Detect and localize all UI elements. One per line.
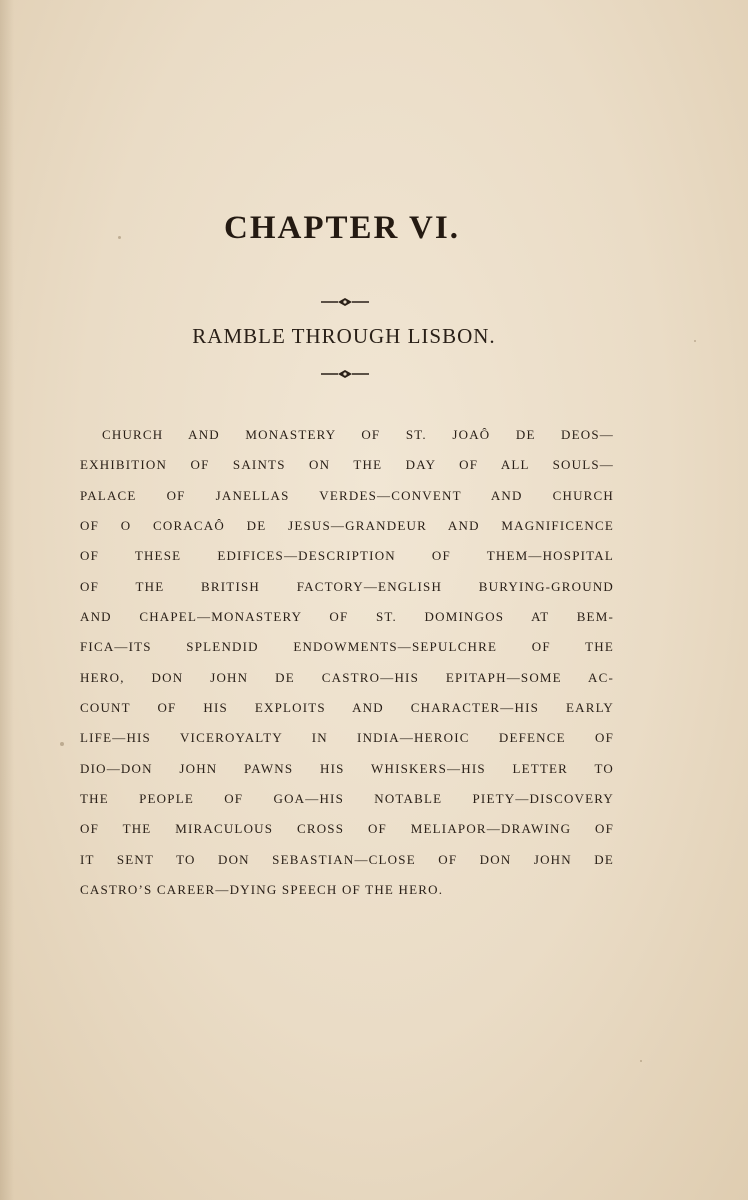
synopsis-line: DIO—DON JOHN PAWNS HIS WHISKERS—HIS LETTER TO (80, 760, 614, 776)
ornament-divider-top (319, 296, 371, 308)
synopsis-line: OF O CORACAÔ DE JESUS—GRANDEUR AND MAGNIFICENCE (80, 518, 614, 534)
page-edge-shadow (0, 0, 14, 1200)
paper-speck (640, 1060, 642, 1062)
synopsis-line: IT SENT TO DON SEBASTIAN—CLOSE OF DON JOHN DE (80, 851, 614, 867)
synopsis-line: OF THE MIRACULOUS CROSS OF MELIAPOR—DRAWING OF (80, 821, 614, 837)
synopsis-line: HERO, DON JOHN DE CASTRO—HIS EPITAPH—SOME AC- (80, 669, 614, 685)
synopsis-line: CHURCH AND MONASTERY OF ST. JOAÔ DE DEOS— (102, 427, 614, 442)
synopsis-line: THE PEOPLE OF GOA—HIS NOTABLE PIETY—DISCOVERY (80, 791, 614, 807)
synopsis-line: LIFE—HIS VICEROYALTY IN INDIA—HEROIC DEFENCE OF (80, 730, 614, 746)
chapter-subtitle: RAMBLE THROUGH LISBON. (192, 324, 496, 348)
synopsis-line: EXHIBITION OF SAINTS ON THE DAY OF ALL SOULS— (80, 457, 614, 473)
synopsis-line: FICA—ITS SPLENDID ENDOWMENTS—SEPULCHRE OF THE (80, 639, 614, 655)
synopsis-line: PALACE OF JANELLAS VERDES—CONVENT AND CHURCH (80, 487, 614, 503)
paper-speck (60, 742, 64, 746)
synopsis-line: COUNT OF HIS EXPLOITS AND CHARACTER—HIS EARLY (80, 700, 614, 716)
chapter-synopsis (80, 423, 614, 909)
synopsis-line: OF THE BRITISH FACTORY—ENGLISH BURYING-GROUND (80, 578, 614, 594)
synopsis-line: AND CHAPEL—MONASTERY OF ST. DOMINGOS AT BEM- (80, 609, 614, 625)
chapter-title: CHAPTER VI. (224, 210, 460, 246)
synopsis-line: CASTRO’S CAREER—DYING SPEECH OF THE HERO. (80, 882, 444, 898)
paper-speck (694, 340, 696, 342)
synopsis-line: OF THESE EDIFICES—DESCRIPTION OF THEM—HOSPITAL (80, 548, 614, 564)
ornament-divider-bottom (319, 368, 371, 380)
